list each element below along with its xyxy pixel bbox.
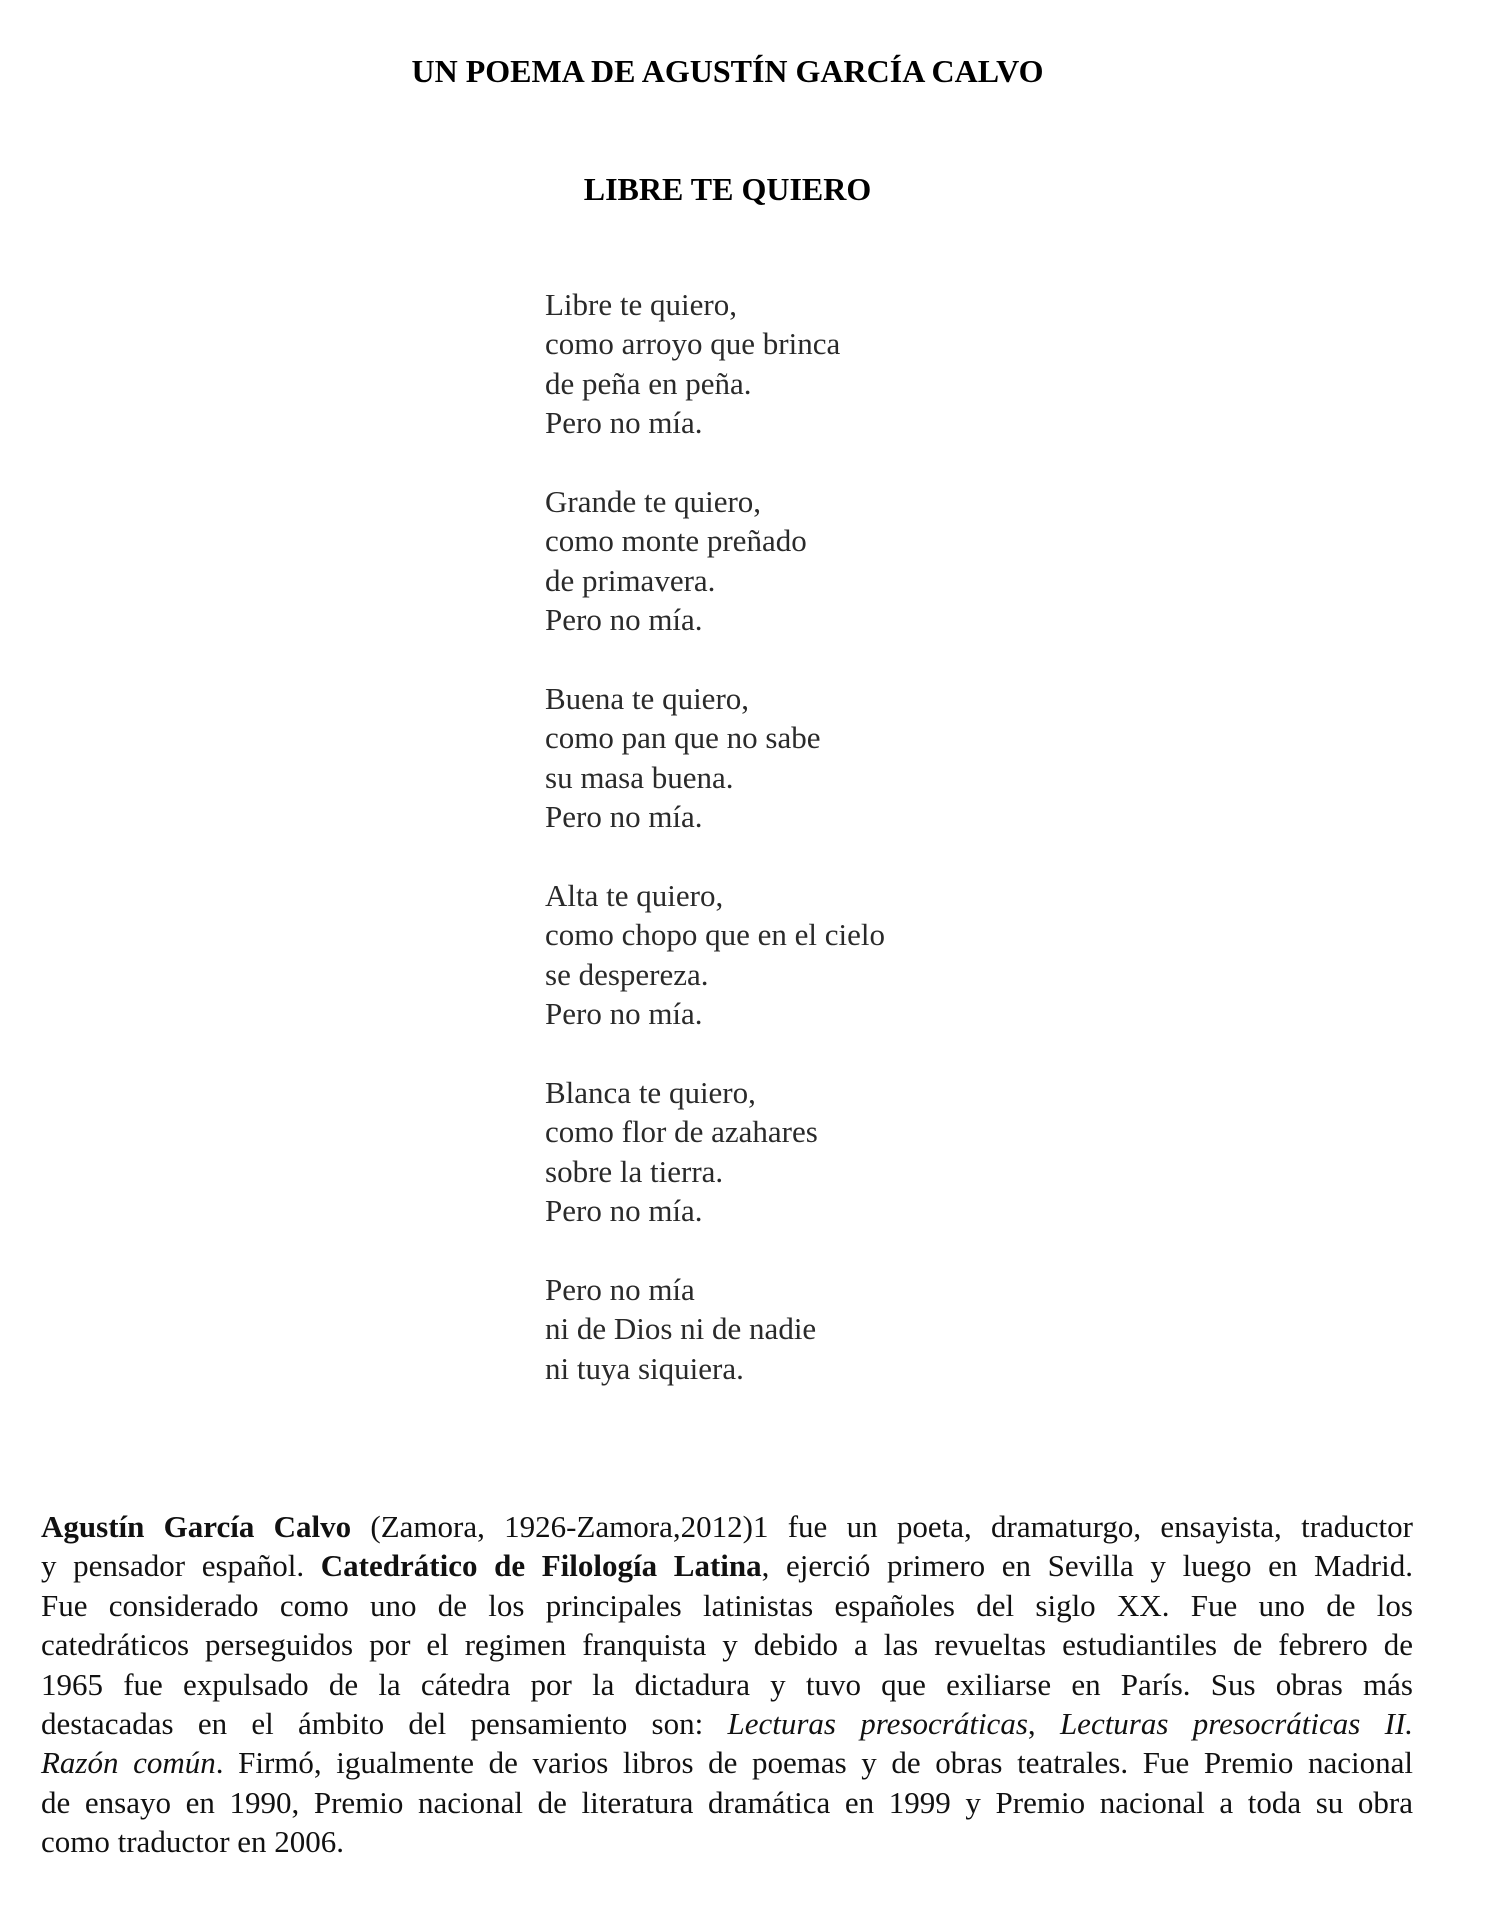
stanza-break	[545, 443, 885, 482]
poem-line: como monte preñado	[545, 523, 807, 559]
document-heading: UN POEMA DE AGUSTÍN GARCÍA CALVO	[411, 53, 1044, 89]
poem-line: como chopo que en el cielo	[545, 917, 886, 953]
stanza-break	[545, 1230, 885, 1269]
text-segment: , ejerció primero en Sevilla y luego en Madrid.	[761, 1548, 1413, 1584]
poem-line: Pero no mía.	[545, 1192, 703, 1228]
poem-line: Blanca te quiero,	[545, 1074, 756, 1110]
poem-line: de peña en peña.	[545, 365, 752, 401]
poem-line: sobre la tierra.	[545, 1153, 724, 1189]
poem-line: ni tuya siquiera.	[545, 1350, 744, 1386]
text-segment: ,	[1027, 1705, 1060, 1741]
poem-line: Grande te quiero,	[545, 483, 762, 519]
bio-line	[41, 1704, 1413, 1743]
poem-line: de primavera.	[545, 562, 716, 598]
author-biography	[41, 1507, 1413, 1862]
text-segment: catedráticos perseguidos por el regimen franquista y debido a las revueltas estudiantiles de febrero de	[41, 1627, 1413, 1663]
poem-line: como pan que no sabe	[545, 720, 821, 756]
stanza-break	[545, 836, 885, 875]
text-segment: (Zamora, 1926-Zamora,2012)1 fue un poeta, dramaturgo, ensayista, traductor	[351, 1509, 1413, 1544]
stanza-break	[545, 1033, 885, 1072]
bio-line	[41, 1822, 1413, 1861]
text-segment: Fue considerado como uno de los principales latinistas españoles del siglo XX. Fue uno de los	[41, 1587, 1413, 1623]
poem-line: Pero no mía.	[545, 602, 703, 638]
text-segment: como traductor en 2006.	[41, 1824, 345, 1860]
bio-line	[41, 1783, 1413, 1822]
stanza-break	[545, 640, 885, 679]
bio-line	[41, 1743, 1413, 1782]
poem-line: su masa buena.	[545, 759, 734, 795]
poem-title: LIBRE TE QUIERO	[583, 171, 872, 207]
poem-line: Buena te quiero,	[545, 680, 750, 716]
poem-line: ni de Dios ni de nadie	[545, 1311, 817, 1347]
bio-line	[41, 1546, 1413, 1585]
poem-line: Pero no mía.	[545, 799, 703, 835]
bio-line	[41, 1625, 1413, 1664]
poem-line: Pero no mía.	[545, 996, 703, 1032]
poem-line: se desperezа.	[545, 956, 709, 992]
italic-title: Lecturas presocráticas II.	[1059, 1705, 1414, 1741]
text-segment: 1965 fue expulsado de la cátedra por la dictadura y tuvo que exiliarse en París. Sus obras más	[41, 1666, 1413, 1702]
bold-text: Catedrático de Filología Latina	[320, 1548, 762, 1584]
text-segment: de ensayo en 1990, Premio nacional de literatura dramática en 1999 y Premio nacional a toda su obra	[41, 1784, 1413, 1820]
poem-body	[545, 285, 885, 1388]
italic-title: Razón común	[41, 1745, 216, 1781]
text-segment: . Firmó, igualmente de varios libros de poemas y de obras teatrales. Fue Premio nacional	[215, 1745, 1413, 1781]
bio-line	[41, 1586, 1413, 1625]
poem-line: Alta te quiero,	[545, 877, 724, 913]
bold-text: Agustín García Calvo	[41, 1509, 352, 1544]
poem-line: como flor de azahares	[545, 1114, 818, 1150]
poem-line: como arroyo que brinca	[545, 326, 841, 362]
bio-line	[41, 1507, 1413, 1546]
text-segment: destacadas en el ámbito del pensamiento son:	[41, 1705, 728, 1741]
text-segment: y pensador español.	[41, 1548, 321, 1584]
poem-line: Pero no mía	[545, 1271, 695, 1307]
bio-line	[41, 1665, 1413, 1704]
italic-title: Lecturas presocráticas	[727, 1705, 1028, 1741]
poem-line: Pero no mía.	[545, 405, 703, 441]
poem-line: Libre te quiero,	[545, 287, 737, 322]
